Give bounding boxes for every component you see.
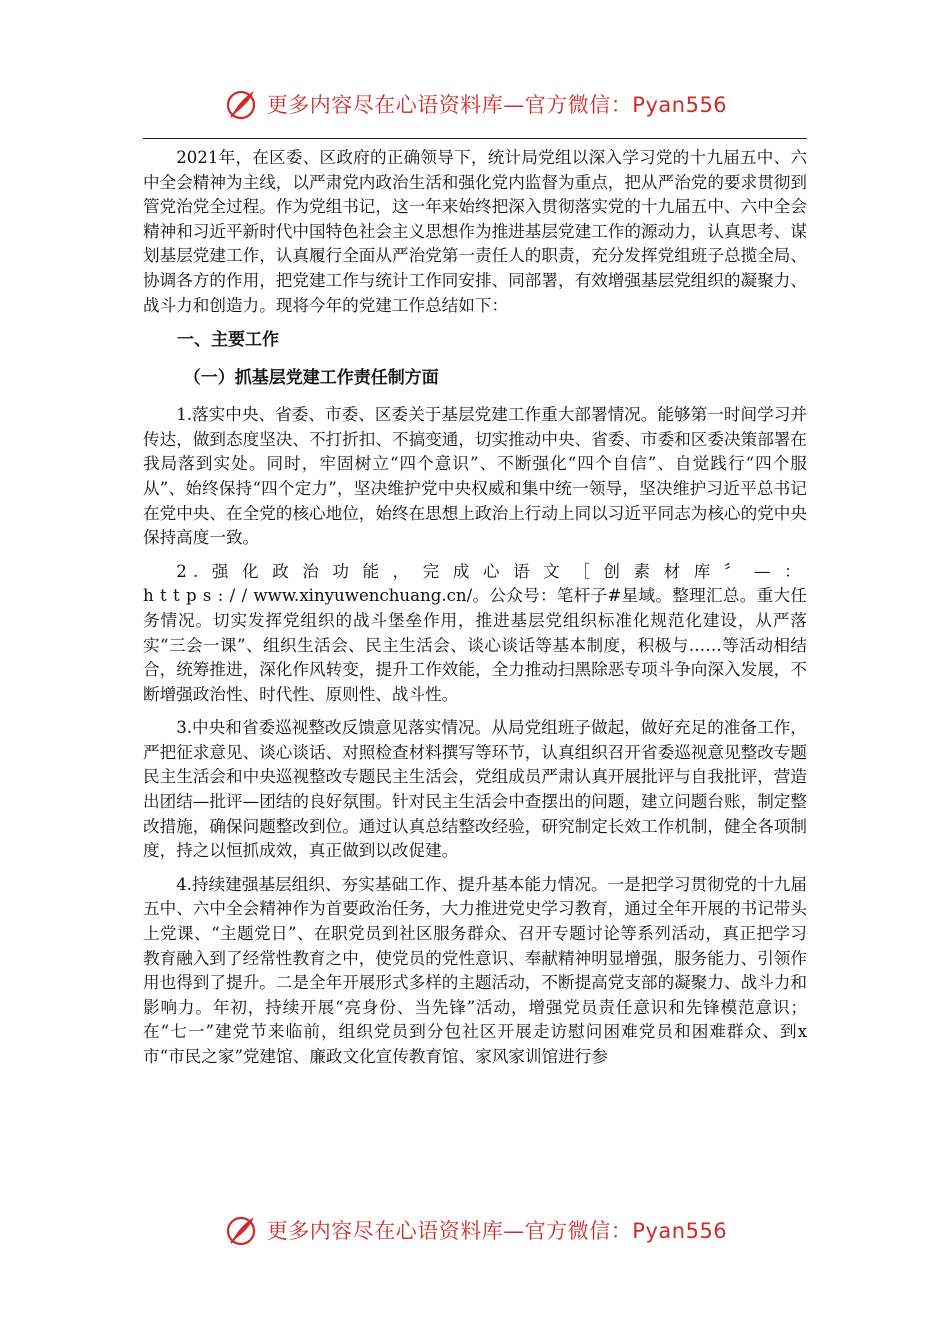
footer-watermark — [0, 1210, 950, 1250]
quill-logo-icon — [223, 86, 259, 122]
quill-logo-icon — [223, 1212, 259, 1248]
subsection-heading: （一）抓基层党建工作责任制方面 — [183, 368, 439, 389]
document-body — [143, 146, 807, 1079]
paragraph-2-lead: 2.强化政治功能，完成心语文［创素材库〞—：https:// — [143, 561, 807, 606]
paragraph-1: 1.落实中央、省委、市委、区委关于基层党建工作重大部署情况。能够第一时间学习并传达，做到态度坚决、不打折扣、不搞变通，切实推动中央、省委、市委和区委决策部署在我局落到实处。同时，牢固树立“四个意识”、不断强化“四个自信”、自觉践行“四个服从”、始终保持“四个定力”，坚决维护党中央权威和集中统一领导，坚决维护习近平总书记在党中央、在全党的核心地位，始终在思想上政治上行动上同以习近平同志为核心的党中央保持高度一致。 — [143, 405, 807, 548]
header-divider — [143, 138, 807, 139]
header-watermark — [0, 84, 950, 124]
section-heading: 一、主要工作 — [177, 330, 279, 351]
footer-watermark-text: 更多内容尽在心语资料库—官方微信：Pyan556 — [266, 1219, 728, 1243]
header-watermark-text: 更多内容尽在心语资料库—官方微信：Pyan556 — [266, 93, 728, 117]
intro-paragraph: 2021年，在区委、区政府的正确领导下，统计局党组以深入学习党的十九届五中、六中全会精神为主线，以严肃党内政治生活和强化党内监督为重点，把从严治党的要求贯彻到管党治党全过程。作为党组书记，这一年来始终把深入贯彻落实党的十九届五中、六中全会精神和习近平新时代中国特色社会主义思想作为推进基层党建工作的源动力，认真思考、谋划基层党建工作，认真履行全面从严治党第一责任人的职责，充分发挥党组班子总揽全局、协调各方的作用，把党建工作与统计工作同安排、同部署，有效增强基层党组织的凝聚力、战斗力和创造力。现将今年的党建工作总结如下： — [143, 148, 807, 315]
paragraph-2 — [143, 560, 807, 708]
paragraph-2-rest: www.xinyuwenchuang.cn/。公众号：笔杆子#星域。整理汇总。重大任务情况。切实发挥党组织的战斗堡垒作用，推进基层党组织标准化规范化建设，从严落实“三会一课”、组织生活会、民主生活会、谈心谈话等基本制度，积极与……等活动相结合，统筹推进，深化作风转变，提升工作效能，全力推动扫黑除恶专项斗争向深入发展，不断增强政治性、时代性、原则性、战斗性。 — [143, 586, 807, 704]
paragraph-4: 4.持续建强基层组织、夯实基础工作、提升基本能力情况。一是把学习贯彻党的十九届五中、六中全会精神作为首要政治任务，大力推进党史学习教育，通过全年开展的书记带头上党课、“主题党日”、在职党员到社区服务群众、召开专题讨论等系列活动，真正把学习教育融入到了经常性教育之中，使党员的党性意识、奉献精神明显增强，服务能力、引领作用也得到了提升。二是全年开展形式多样的主题活动，不断提高党支部的凝聚力、战斗力和影响力。年初，持续开展“亮身份、当先锋”活动，增强党员责任意识和先锋模范意识；在“七一”建党节来临前，组织党员到分包社区开展走访慰问困难党员和困难群众、到x市“市民之家”党建馆、廉政文化宣传教育馆、家风家训馆进行参 — [143, 874, 807, 1066]
paragraph-3: 3.中央和省委巡视整改反馈意见落实情况。从局党组班子做起，做好充足的准备工作，严把征求意见、谈心谈话、对照检查材料撰写等环节，认真组织召开省委巡视意见整改专题民主生活会和中央巡视整改专题民主生活会，党组成员严肃认真开展批评与自我批评，营造出团结—批评—团结的良好氛围。针对民主生活会中查摆出的问题，建立问题台账，制定整改措施，确保问题整改到位。通过认真总结整改经验，研究制定长效工作机制，健全各项制度，持之以恒抓成效，真正做到以改促建。 — [143, 718, 807, 861]
